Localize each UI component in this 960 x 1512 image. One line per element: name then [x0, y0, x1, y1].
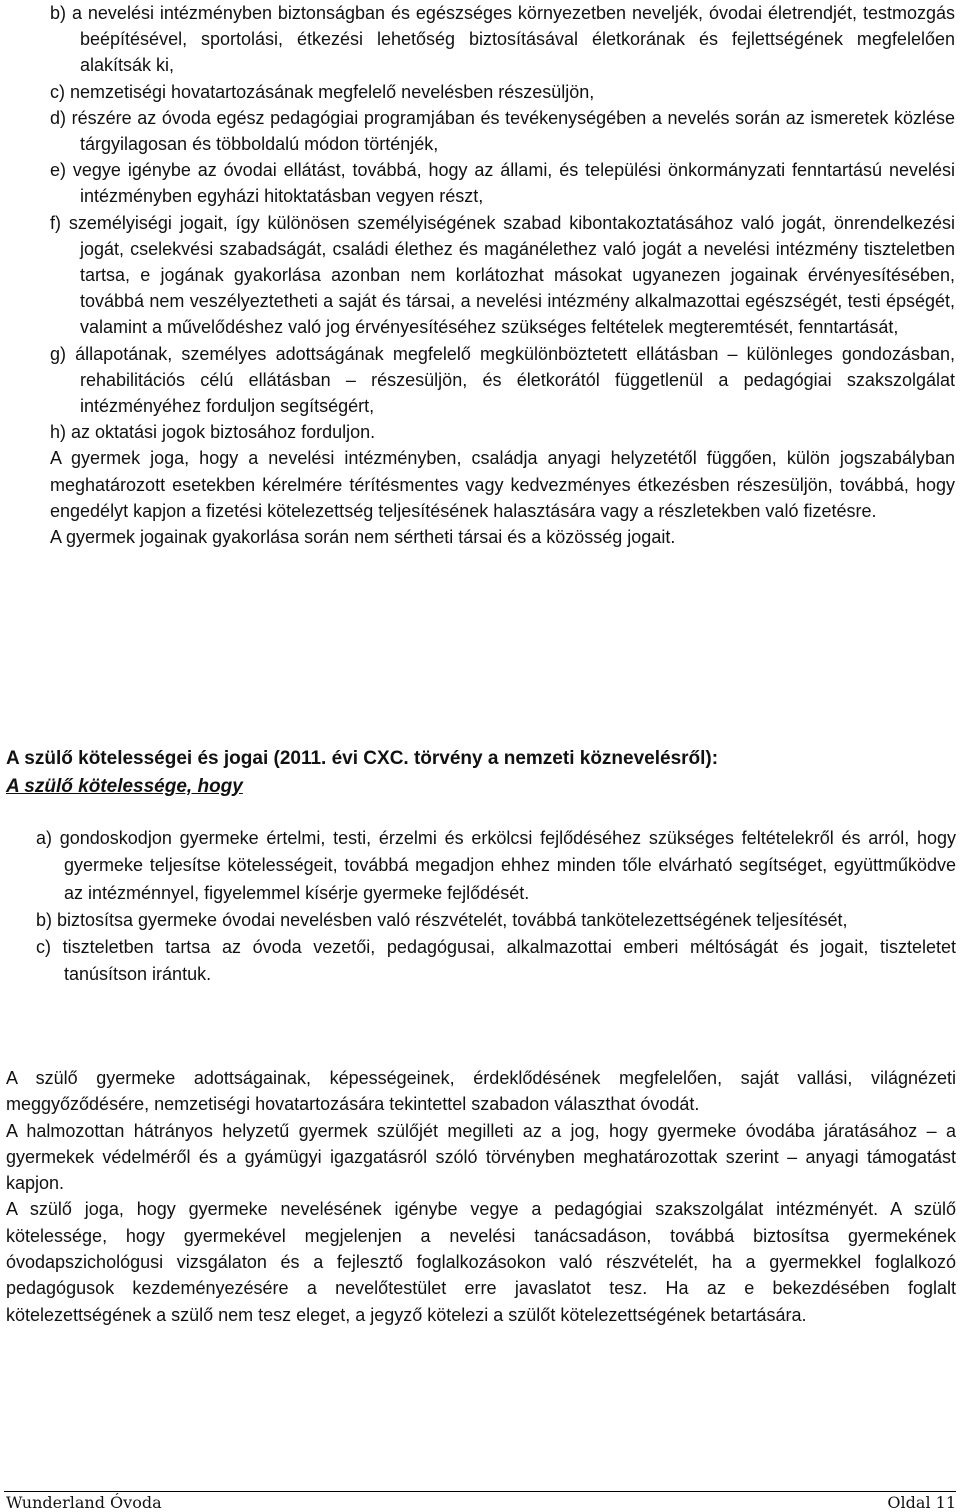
- parent-rights-section: [6, 1065, 956, 1328]
- section-subheading: A szülő kötelessége, hogy: [6, 776, 243, 797]
- list-item: d) részére az óvoda egész pedagógiai programjában és tevékenységében a nevelés során az ismeretek közlése tárgyilagosan és többoldalú módon történjék,: [50, 107, 955, 155]
- footer-institution: Wunderland Óvoda: [6, 1493, 162, 1512]
- paragraph: A halmozottan hátrányos helyzetű gyermek szülőjét megilleti az a jog, hogy gyermeke óvodába járatásához – a gyermekek védelméről és a gyámügyi igazgatásról szóló törvényben meghatározottak szerint – anyagi támogatást kapjon.: [6, 1120, 956, 1194]
- list-item: g) állapotának, személyes adottságának megfelelő megkülönböztetett ellátásban – különleges gondozásban, rehabilitációs célú ellátásban – részesüljön, és életkorától függetlenül a pedagógiai szakszolgálat intézményéhez forduljon segítségért,: [50, 343, 955, 417]
- list-item: e) vegye igénybe az óvodai ellátást, továbbá, hogy az állami, és települési önkormányzati fenntartású nevelési intézményben egyházi hitoktatásban vegyen részt,: [50, 160, 955, 207]
- list-item: h) az oktatási jogok biztosához forduljon.: [50, 422, 376, 443]
- footer-divider: [4, 1491, 956, 1492]
- list-item: b) a nevelési intézményben biztonságban és egészséges környezetben neveljék, óvodai életrendjét, testmozgás beépítésével, sportolási, étkezési lehetőség biztosításával életkorának és fejlettségének megfelelően alakítsák ki,: [50, 3, 955, 76]
- paragraph: A gyermek jogainak gyakorlása során nem sértheti társai és a közösség jogait.: [50, 527, 676, 548]
- paragraph: A szülő joga, hogy gyermeke nevelésének igénybe vegye a pedagógiai szakszolgálat intézményét. A szülő kötelessége, hogy gyermekével megjelenjen a nevelési tanácsadáson, továbbá biztosítsa gyermekének óvodapszichológusi vizsgálaton és a fejlesztő foglalkozásokon való részvételét, ha a gyermekkel foglalkozó pedagógusok kezdeményezésére a nevelőtestület erre javaslatot tesz. Ha az e bekezdésében foglalt kötelezettségének a szülő nem tesz eleget, a jegyző kötelezi a szülőt kötelezettségének betartására.: [6, 1199, 956, 1325]
- section-heading: A szülő kötelességei és jogai (2011. évi CXC. törvény a nemzeti köznevelésről):: [6, 748, 719, 769]
- list-item: c) nemzetiségi hovatartozásának megfelelő nevelésben részesüljön,: [50, 81, 595, 102]
- paragraph: A szülő gyermeke adottságainak, képességeinek, érdeklődésének megfelelően, saját vallási, világnézeti meggyőződésére, nemzetiségi hovatartozására tekintettel szabadon választhat óvodát.: [6, 1068, 956, 1115]
- child-rights-section: [50, 0, 955, 550]
- paragraph: A gyermek joga, hogy a nevelési intézményben, családja anyagi helyzetétől függően, külön jogszabályban meghatározott esetekben kérelmére térítésmentes vagy kedvezményes étkezésben részesüljön, továbbá, hogy engedélyt kapjon a fizetési kötelezettség teljesítésének halasztására vagy a részletekben való fizetésre.: [50, 448, 955, 521]
- list-item: c) tiszteletben tartsa az óvoda vezetői, pedagógusai, alkalmazottai emberi méltóságát és jogait, tiszteletet tanúsítson irántuk.: [36, 937, 956, 985]
- page-number: Oldal 11: [887, 1493, 956, 1512]
- list-item: a) gondoskodjon gyermeke értelmi, testi, érzelmi és erkölcsi fejlődéséhez szükséges feltételekről és arról, hogy gyermeke teljesítse kötelességeit, továbbá megadjon ehhez minden tőle elvárható segítséget, együttműködve az intézménnyel, figyelemmel kísérje gyermeke fejlődését.: [36, 828, 956, 903]
- parent-duties-list: [36, 825, 956, 989]
- list-item: f) személyiségi jogait, így különösen személyiségének szabad kibontakoztatásához való jogát, önrendelkezési jogát, cselekvési szabadságát, családi élethez és magánélethez való jogát a nevelési intézmény tiszteletben tartsa, e jogának gyakorlása azonban nem korlátozhat másokat ugyanezen jogainak érvényesítésében, továbbá nem veszélyeztetheti a saját és társai, a nevelési intézmény alkalmazottai egészségét, testi épségét, valamint a művelődéshez való jog érvényesítéséhez szükséges feltételek megteremtését, fenntartását,: [50, 212, 955, 338]
- list-item: b) biztosítsa gyermeke óvodai nevelésben való részvételét, továbbá tankötelezettségének teljesítését,: [36, 909, 848, 930]
